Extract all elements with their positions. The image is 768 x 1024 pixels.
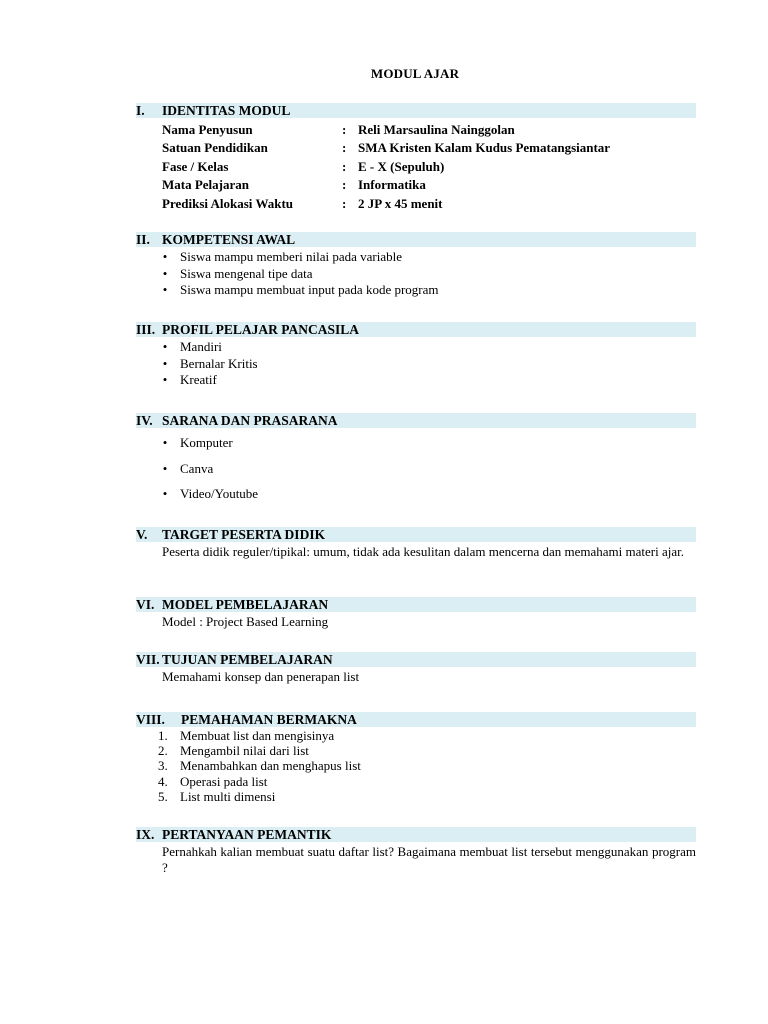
list-item: • Siswa mengenal tipe data	[136, 266, 696, 283]
bullet-icon: •	[162, 372, 168, 388]
bullet-icon: •	[162, 249, 168, 264]
bullet-icon: •	[162, 355, 168, 371]
section-heading: I. IDENTITAS MODUL	[136, 103, 696, 118]
section-kompetensi-awal	[136, 232, 696, 299]
section-tujuan-pembelajaran	[136, 652, 696, 685]
list-item: • Mandiri	[136, 339, 696, 356]
identity-row: Mata Pelajaran : Informatika	[162, 177, 426, 193]
bullet-icon: •	[162, 282, 168, 298]
bullet-icon: •	[162, 460, 168, 476]
section-heading: IV. SARANA DAN PRASARANA	[136, 413, 696, 428]
target-text: Peserta didik reguler/tipikal: umum, tidak ada kesulitan dalam mencerna dan memahami materi ajar.	[162, 544, 684, 559]
list-item: 5. List multi dimensi	[158, 788, 276, 804]
identity-row: Satuan Pendidikan : SMA Kristen Kalam Kudus Pematangsiantar	[162, 140, 611, 156]
profil-list	[136, 339, 696, 389]
identity-row: Prediksi Alokasi Waktu : 2 JP x 45 menit	[162, 195, 443, 211]
section-heading: V. TARGET PESERTA DIDIK	[136, 527, 696, 542]
section-heading: III. PROFIL PELAJAR PANCASILA	[136, 322, 696, 337]
list-item: 3. Menambahkan dan menghapus list	[158, 758, 361, 774]
identity-row: Fase / Kelas : E - X (Sepuluh)	[162, 158, 445, 174]
bullet-icon: •	[162, 339, 168, 354]
pemahaman-list	[136, 728, 696, 804]
identity-table	[136, 121, 696, 213]
list-item: • Komputer	[136, 430, 696, 456]
document-title: MODUL AJAR	[370, 66, 460, 81]
pertanyaan-text: Pernahkah kalian membuat suatu daftar list? Bagaimana membuat list tersebut menggunakan program ?	[162, 844, 696, 875]
section-sarana-prasarana	[136, 413, 696, 507]
list-item: 4. Operasi pada list	[158, 773, 268, 789]
section-heading: IX. PERTANYAAN PEMANTIK	[136, 827, 696, 842]
section-profil-pelajar-pancasila	[136, 322, 696, 389]
section-heading: VII. TUJUAN PEMBELAJARAN	[136, 652, 696, 667]
section-pemahaman-bermakna	[136, 712, 696, 804]
list-item: • Siswa mampu membuat input pada kode program	[136, 282, 696, 299]
section-identitas-modul	[136, 103, 696, 213]
list-item: • Bernalar Kritis	[136, 356, 696, 373]
identity-row: Nama Penyusun : Reli Marsaulina Nainggolan	[162, 122, 515, 137]
section-target-peserta-didik	[136, 527, 696, 560]
list-item: • Canva	[136, 456, 696, 482]
list-item: 2. Mengambil nilai dari list	[158, 743, 309, 759]
bullet-icon: •	[162, 265, 168, 281]
list-item: 1. Membuat list dan mengisinya	[158, 728, 335, 743]
bullet-icon: •	[162, 435, 168, 450]
tujuan-text: Memahami konsep dan penerapan list	[162, 669, 360, 684]
section-pertanyaan-pemantik	[136, 827, 696, 875]
list-item: • Video/Youtube	[136, 481, 696, 507]
section-heading: VIII. PEMAHAMAN BERMAKNA	[136, 712, 696, 727]
list-item: • Siswa mampu memberi nilai pada variable	[136, 249, 696, 266]
kompetensi-list	[136, 249, 696, 299]
list-item: • Kreatif	[136, 372, 696, 389]
section-heading: II. KOMPETENSI AWAL	[136, 232, 696, 247]
section-heading: VI. MODEL PEMBELAJARAN	[136, 597, 696, 612]
model-text: Model : Project Based Learning	[162, 614, 329, 629]
sarana-list	[136, 430, 696, 507]
bullet-icon: •	[162, 486, 168, 501]
section-model-pembelajaran	[136, 597, 696, 630]
